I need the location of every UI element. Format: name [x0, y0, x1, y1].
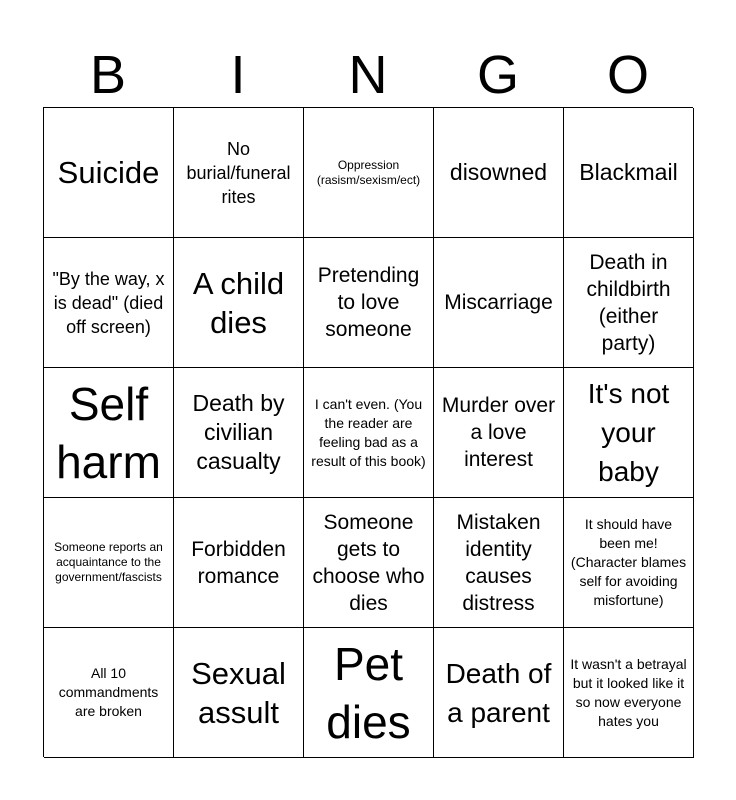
bingo-cell[interactable]: [434, 498, 564, 628]
cell-text: Mistaken identity causes distress: [456, 510, 541, 615]
bingo-cell[interactable]: [44, 108, 174, 238]
bingo-cell[interactable]: [174, 498, 304, 628]
bingo-cell[interactable]: [304, 238, 434, 368]
bingo-cell[interactable]: [174, 238, 304, 368]
cell-text: No burial/funeral rites: [186, 138, 291, 207]
cell-text: disowned: [449, 159, 548, 185]
header-letter-n: N: [348, 45, 388, 105]
cell-text: Forbidden romance: [191, 537, 286, 588]
bingo-cell[interactable]: [174, 108, 304, 238]
bingo-card: [43, 107, 693, 757]
cell-text: Oppression (rasism/sexism/ect): [316, 157, 421, 187]
cell-text: Death by civilian casualty: [192, 390, 285, 474]
cell-text: Murder over a love interest: [441, 394, 556, 471]
header-letter-b: B: [89, 45, 127, 105]
cell-text: It wasn't a betrayal but it looked like it so now everyone hates you: [570, 655, 687, 729]
bingo-cell[interactable]: [564, 108, 694, 238]
cell-text: Miscarriage: [444, 291, 553, 314]
bingo-cell[interactable]: [434, 108, 564, 238]
cell-text: Pet dies: [326, 637, 411, 748]
bingo-cell[interactable]: [564, 628, 694, 758]
bingo-cell[interactable]: [564, 498, 694, 628]
cell-text: I can't even. (You the reader are feeling bad as a result of this book): [311, 395, 426, 469]
bingo-cell[interactable]: [304, 498, 434, 628]
bingo-cell[interactable]: [44, 368, 174, 498]
bingo-cell[interactable]: [44, 498, 174, 628]
bingo-cell[interactable]: [434, 368, 564, 498]
cell-text: Death in childbirth (either party): [586, 250, 671, 355]
cell-text: A child dies: [192, 265, 285, 340]
cell-text: Blackmail: [579, 159, 678, 185]
bingo-cell[interactable]: [304, 368, 434, 498]
bingo-cell[interactable]: [434, 628, 564, 758]
bingo-cell[interactable]: [174, 628, 304, 758]
cell-text: Someone reports an acquaintance to the government/fascists: [54, 540, 163, 584]
cell-text: Self harm: [56, 377, 161, 488]
header-letter-g: G: [476, 45, 519, 105]
bingo-cell[interactable]: [174, 368, 304, 498]
bingo-cell[interactable]: [564, 238, 694, 368]
bingo-cell[interactable]: [434, 238, 564, 368]
cell-text: Suicide: [57, 155, 160, 190]
cell-text: Someone gets to choose who dies: [312, 510, 425, 615]
header-letter-i: I: [230, 45, 246, 105]
cell-text: It should have been me! (Character blames self for avoiding misfortune): [570, 516, 687, 608]
bingo-header: [43, 44, 693, 106]
bingo-cell[interactable]: [44, 238, 174, 368]
bingo-cell[interactable]: [564, 368, 694, 498]
header-letter-o: O: [606, 45, 649, 105]
cell-text: It's not your baby: [587, 378, 670, 487]
bingo-cell[interactable]: [304, 628, 434, 758]
bingo-cell[interactable]: [304, 108, 434, 238]
cell-text: Sexual assult: [191, 655, 286, 730]
cell-text: All 10 commandments are broken: [58, 665, 159, 719]
cell-text: "By the way, x is dead" (died off screen): [52, 268, 165, 337]
bingo-cell[interactable]: [44, 628, 174, 758]
cell-text: Death of a parent: [445, 657, 552, 728]
cell-text: Pretending to love someone: [317, 264, 420, 341]
